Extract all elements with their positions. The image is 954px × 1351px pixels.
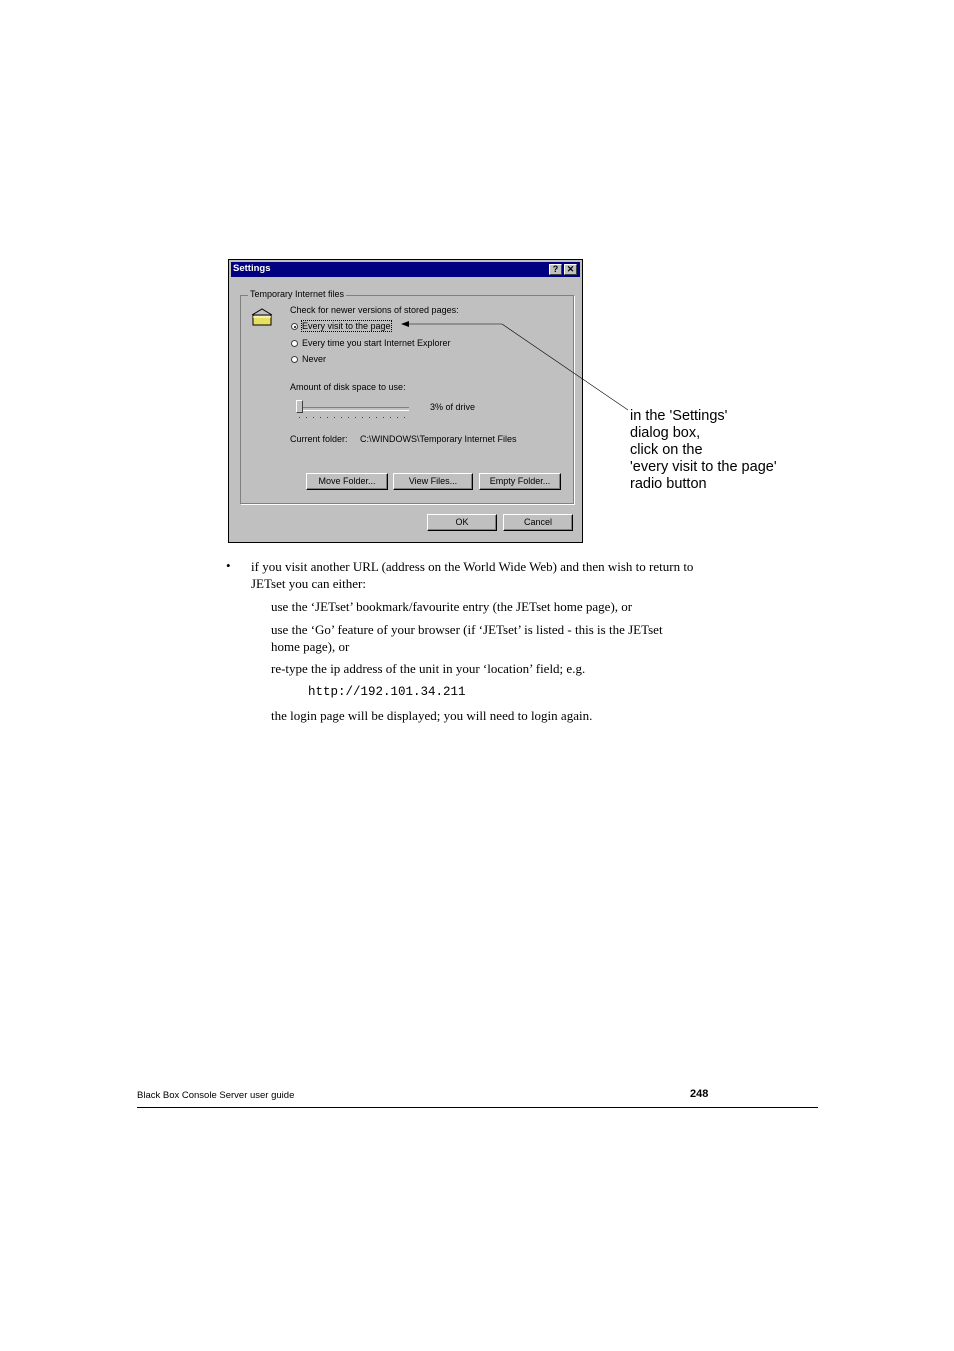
cancel-button[interactable]: Cancel (503, 514, 573, 531)
help-button[interactable]: ? (549, 264, 562, 275)
callout-text: in the 'Settings' dialog box, click on the 'every visit to the page' radio button (630, 408, 777, 492)
url-example: http://192.101.34.211 (308, 685, 466, 699)
arrow-head-icon (401, 321, 409, 327)
close-button[interactable]: ✕ (564, 264, 577, 275)
move-folder-button[interactable]: Move Folder... (306, 473, 388, 490)
group-label: Temporary Internet files (250, 289, 345, 299)
bullet: • (226, 558, 231, 573)
radio-every-visit-label[interactable]: Every visit to the page (302, 321, 391, 331)
intro-paragraph: if you visit another URL (address on the World Wide Web) and then wish to return to JETset you can either: (251, 559, 694, 591)
empty-folder-button[interactable]: Empty Folder... (479, 473, 561, 490)
current-folder-label: Current folder: (290, 434, 348, 444)
option-bookmark: use the ‘JETset’ bookmark/favourite entry (the JETset home page), or (271, 599, 633, 614)
page-number: 248 (690, 1088, 709, 1100)
view-files-button[interactable]: View Files... (393, 473, 473, 490)
ok-button[interactable]: OK (427, 514, 497, 531)
dialog-title: Settings (233, 263, 271, 274)
footer-guide-title: Black Box Console Server user guide (137, 1090, 295, 1101)
login-note: the login page will be displayed; you will need to login again. (271, 708, 593, 723)
disk-space-value: 3% of drive (430, 402, 476, 412)
option-retype: re-type the ip address of the unit in your ‘location’ field; e.g. (271, 661, 586, 676)
current-folder-value: C:\WINDOWS\Temporary Internet Files (360, 434, 517, 444)
option-go: use the ‘Go’ feature of your browser (if ‘JETset’ is listed - this is the JETset home page), or (271, 622, 663, 654)
disk-space-label: Amount of disk space to use: (290, 382, 406, 392)
radio-every-start-label[interactable]: Every time you start Internet Explorer (302, 338, 451, 348)
check-versions-label: Check for newer versions of stored pages: (290, 305, 459, 315)
radio-never-label[interactable]: Never (302, 354, 327, 364)
footer-rule (137, 1107, 818, 1108)
